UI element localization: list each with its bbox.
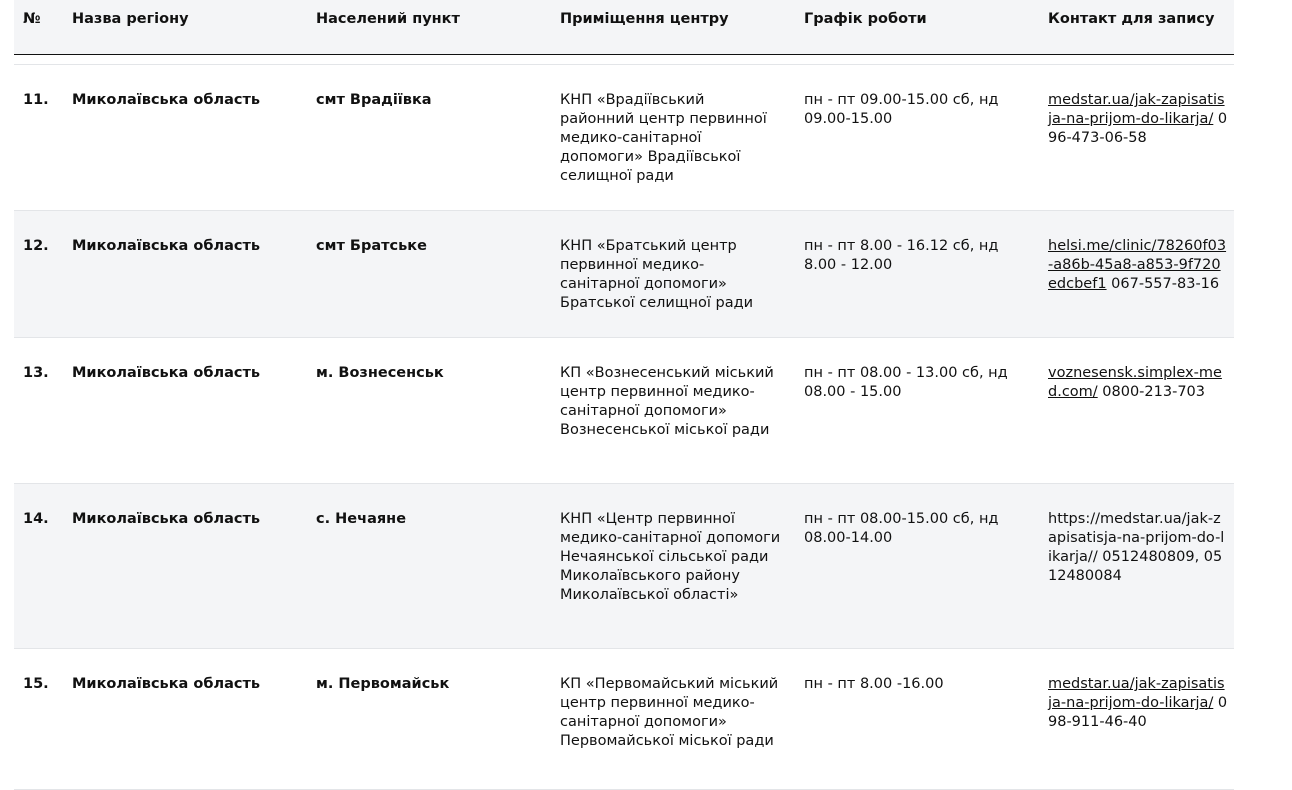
row-schedule: пн - пт 8.00 - 16.12 сб, нд 8.00 - 12.00 [804, 238, 999, 273]
header-spacer [14, 55, 1234, 65]
row-region: Миколаївська область [72, 238, 261, 254]
row-premises: КНП «Братський центр первинної медико-санітарної допомоги» Братської селищної ради [560, 238, 754, 311]
contact-phone: 096-473-06-58 [1048, 111, 1228, 146]
row-region: Миколаївська область [72, 511, 261, 527]
row-num: 13. [23, 365, 49, 381]
header-region: Назва регіону [72, 11, 189, 27]
contact-phone: 067-557-83-16 [1106, 276, 1220, 292]
row-place: смт Братське [316, 238, 427, 254]
row-region: Миколаївська область [72, 92, 261, 108]
row-schedule: пн - пт 08.00-15.00 сб, нд 08.00-14.00 [804, 511, 999, 546]
contact-link-text: https://medstar.ua/jak-zapisatisja-na-prijom-do-likarja// 0512480809, 0512480084 [1048, 511, 1225, 584]
row-contact [1048, 237, 1228, 294]
row-contact [1048, 675, 1228, 732]
row-schedule: пн - пт 08.00 - 13.00 сб, нд 08.00 - 15.00 [804, 365, 1008, 400]
row-place: м. Вознесенськ [316, 365, 444, 381]
contact-link[interactable]: medstar.ua/jak-zapisatisja-na-prijom-do-likarja/ [1048, 676, 1225, 711]
table-row [14, 484, 1234, 649]
row-premises: КП «Вознесенський міський центр первинної медико-санітарної допомоги» Вознесенської міської ради [560, 365, 774, 438]
row-num: 12. [23, 238, 49, 254]
row-contact [1048, 364, 1228, 402]
header-contact: Контакт для запису [1048, 11, 1215, 27]
header-place: Населений пункт [316, 11, 460, 27]
table-row [14, 211, 1234, 338]
row-premises: КНП «Центр первинної медико-санітарної допомоги Нечаянської сільської ради Миколаївського району Миколаївської області» [560, 511, 781, 603]
contact-link[interactable]: voznesensk.simplex-med.com/ [1048, 365, 1222, 400]
contact-phone: 098-911-46-40 [1048, 695, 1228, 730]
row-schedule: пн - пт 8.00 -16.00 [804, 676, 944, 692]
row-premises: КНП «Врадіївський районний центр первинної медико-санітарної допомоги» Врадіївської селищної ради [560, 92, 767, 184]
table-row [14, 338, 1234, 484]
row-place: с. Нечаяне [316, 511, 407, 527]
row-region: Миколаївська область [72, 365, 261, 381]
row-num: 11. [23, 92, 49, 108]
row-place: м. Первомайськ [316, 676, 450, 692]
row-schedule: пн - пт 09.00-15.00 сб, нд 09.00-15.00 [804, 92, 999, 127]
row-place: смт Врадіївка [316, 92, 432, 108]
table-row [14, 65, 1234, 211]
contact-phone: 0800-213-703 [1097, 384, 1205, 400]
header-schedule: Графік роботи [804, 11, 927, 27]
row-region: Миколаївська область [72, 676, 261, 692]
row-num: 14. [23, 511, 49, 527]
row-premises: КП «Первомайський міський центр первинної медико-санітарної допомоги» Первомайської міської ради [560, 676, 779, 749]
contact-link[interactable]: helsi.me/clinic/78260f03-a86b-45a8-a853-9f720edcbef1 [1048, 238, 1227, 292]
contact-link[interactable]: medstar.ua/jak-zapisatisja-na-prijom-do-likarja/ [1048, 92, 1225, 127]
row-num: 15. [23, 676, 49, 692]
row-contact [1048, 510, 1228, 586]
header-num: № [23, 11, 41, 27]
header-premises: Приміщення центру [560, 11, 729, 27]
table-row [14, 649, 1234, 790]
row-contact [1048, 91, 1228, 148]
table-header [14, 0, 1234, 55]
clinics-table [14, 0, 1234, 790]
